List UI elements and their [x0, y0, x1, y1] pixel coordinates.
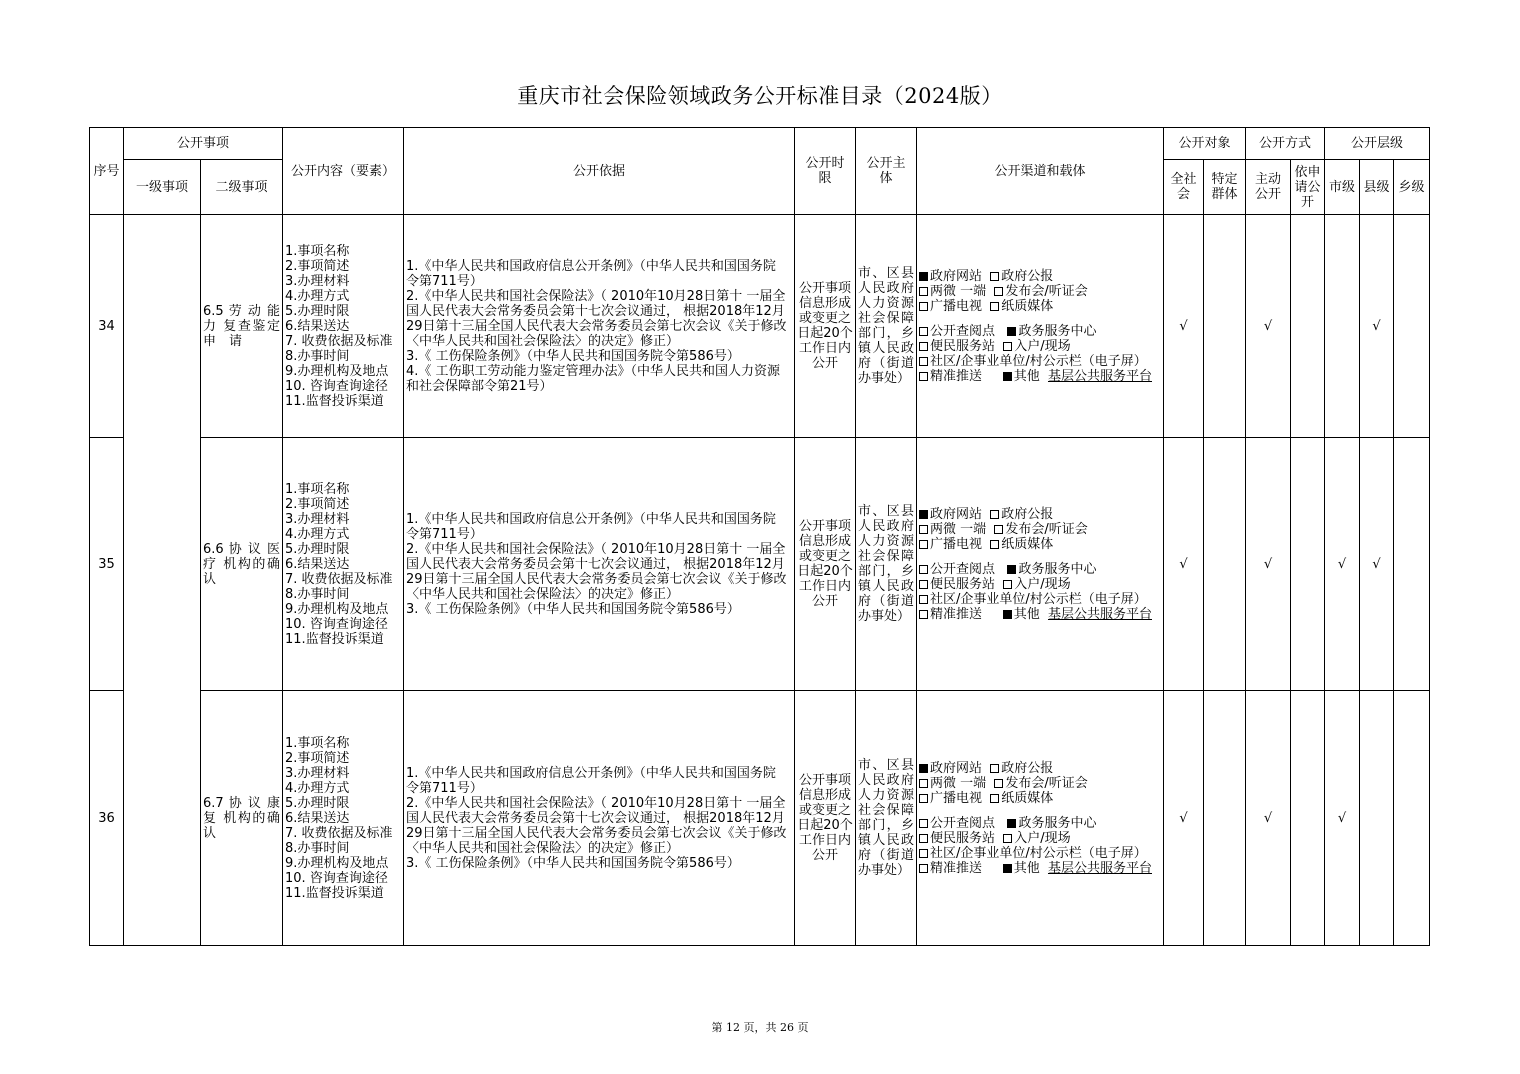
list-item: 3.《 工伤保险条例》（中华人民共和国国务院令第586号）: [406, 601, 740, 617]
row-content: [283, 691, 404, 946]
header-deadline: 公开时限: [795, 128, 856, 215]
checkbox-empty-icon: [919, 525, 928, 534]
list-item: 9.办理机构及地点 10. 咨询查询途径 11.监督投诉渠道: [285, 855, 405, 901]
row-subitem: 6.5 劳 动 能 力 复查鉴定申 请: [201, 215, 283, 438]
row-channels: 政府网站 政府公报 两微 一端 发布会/听证会 广播电视 纸质媒体 公开查阅点 政务服务中心 便民服务站 入户/现场 社区/企事业单位/村公示栏（电子屏） 精准推送 其他 基层公共服务平台: [917, 215, 1164, 438]
checkbox-checked-icon: [1007, 565, 1016, 574]
checkbox-empty-icon: [919, 849, 928, 858]
list-item: 1.事项名称: [285, 243, 350, 259]
list-item: 9.办理机构及地点 10. 咨询查询途径 11.监督投诉渠道: [285, 363, 405, 409]
list-item: 7. 收费依据及标准 8.办事时间: [285, 825, 393, 856]
row-content: [283, 215, 404, 438]
header-level-city: 市级: [1325, 160, 1360, 215]
list-item: 4.办理方式: [285, 780, 350, 796]
checkbox-empty-icon: [990, 540, 999, 549]
list-item: 7. 收费依据及标准 8.办事时间: [285, 333, 393, 364]
list-item: 9.办理机构及地点 10. 咨询查询途径 11.监督投诉渠道: [285, 601, 405, 647]
list-item: 1.《中华人民共和国政府信息公开条例》（中华人民共和国国务院 令第711号）: [406, 511, 776, 542]
page-title: 重庆市社会保险领域政务公开标准目录（2024版）: [517, 84, 1003, 108]
row-basis: [404, 215, 795, 438]
mark-level-county: √: [1360, 438, 1394, 691]
checkbox-empty-icon: [1003, 834, 1012, 843]
list-item: 3.办理材料: [285, 765, 350, 781]
row-subitem: 6.7 协 议 康 复 机构的确认: [201, 691, 283, 946]
header-subject: 公开主体: [856, 128, 917, 215]
list-item: 4.《 工伤职工劳动能力鉴定管理办法》（中华人民共和国人力资源 和社会保障部令第21号）: [406, 363, 781, 394]
checkbox-empty-icon: [919, 779, 928, 788]
mark-target-all: √: [1164, 691, 1204, 946]
list-item: 5.办理时限: [285, 541, 350, 557]
checkbox-empty-icon: [994, 287, 1003, 296]
header-method-active: 主动公开: [1246, 160, 1291, 215]
checkbox-empty-icon: [919, 302, 928, 311]
list-item: 1.事项名称: [285, 735, 350, 751]
checkbox-empty-icon: [990, 302, 999, 311]
page-footer: 第 12 页，共 26 页: [711, 1021, 809, 1034]
mark-level-city: √: [1325, 438, 1360, 691]
header-basis: 公开依据: [404, 128, 795, 215]
header-level: 公开层级: [1325, 128, 1430, 160]
checkbox-checked-icon: [1007, 819, 1016, 828]
mark-method-active: √: [1246, 691, 1291, 946]
header-target: 公开对象: [1164, 128, 1246, 160]
row-channels: 政府网站 政府公报 两微 一端 发布会/听证会 广播电视 纸质媒体 公开查阅点 政务服务中心 便民服务站 入户/现场 社区/企事业单位/村公示栏（电子屏） 精准推送 其他 基层公共服务平台: [917, 438, 1164, 691]
checkbox-checked-icon: [919, 510, 928, 519]
checkbox-checked-icon: [919, 272, 928, 281]
row-deadline: 公开事项信息形成或变更之日起20个工作日内公开: [795, 438, 856, 691]
mark-level-town: [1394, 438, 1430, 691]
checkbox-empty-icon: [1003, 342, 1012, 351]
header-target-all: 全社会: [1164, 160, 1204, 215]
list-item: 6.结果送达: [285, 318, 350, 334]
mark-target-specific: [1204, 438, 1246, 691]
checkbox-empty-icon: [919, 864, 928, 873]
mark-level-city: [1325, 215, 1360, 438]
row-content: [283, 438, 404, 691]
list-item: 4.办理方式: [285, 526, 350, 542]
list-item: 3.办理材料: [285, 511, 350, 527]
mark-method-apply: [1291, 691, 1325, 946]
list-item: 1.事项名称: [285, 481, 350, 497]
checkbox-empty-icon: [919, 794, 928, 803]
checkbox-empty-icon: [994, 779, 1003, 788]
checkbox-empty-icon: [919, 580, 928, 589]
mark-level-county: √: [1360, 215, 1394, 438]
list-item: 2.《中华人民共和国社会保险法》（ 2010年10月28日第十 一届全国人民代表大会常务委员会第十七次会议通过， 根据2018年12月29日第十三届全国人民代表大会常务委员会第七次会议《关于修改〈中华人民共和国社会保险法〉的决定》修正）: [406, 795, 787, 856]
table-row-34: [90, 215, 1430, 438]
list-item: 2.事项简述: [285, 496, 350, 512]
checkbox-empty-icon: [919, 540, 928, 549]
mark-level-town: [1394, 691, 1430, 946]
list-item: 2.事项简述: [285, 258, 350, 274]
header-method: 公开方式: [1246, 128, 1325, 160]
mark-level-city: √: [1325, 691, 1360, 946]
mark-method-active: √: [1246, 438, 1291, 691]
row-deadline: 公开事项信息形成或变更之日起20个工作日内公开: [795, 691, 856, 946]
header-level2: 二级事项: [201, 160, 283, 215]
checkbox-empty-icon: [919, 834, 928, 843]
row-level1-item: [124, 215, 201, 946]
list-item: 5.办理时限: [285, 795, 350, 811]
mark-level-town: [1394, 215, 1430, 438]
mark-level-county: [1360, 691, 1394, 946]
header-target-specific: 特定群体: [1204, 160, 1246, 215]
list-item: 2.事项简述: [285, 750, 350, 766]
checkbox-empty-icon: [919, 565, 928, 574]
mark-method-apply: [1291, 438, 1325, 691]
checkbox-empty-icon: [919, 357, 928, 366]
row-channels: 政府网站 政府公报 两微 一端 发布会/听证会 广播电视 纸质媒体 公开查阅点 政务服务中心 便民服务站 入户/现场 社区/企事业单位/村公示栏（电子屏） 精准推送 其他 基层公共服务平台: [917, 691, 1164, 946]
checkbox-empty-icon: [994, 525, 1003, 534]
checkbox-empty-icon: [919, 287, 928, 296]
checkbox-checked-icon: [1003, 864, 1012, 873]
list-item: 6.结果送达: [285, 556, 350, 572]
checkbox-checked-icon: [1003, 610, 1012, 619]
header-level-county: 县级: [1360, 160, 1394, 215]
list-item: 3.《 工伤保险条例》（中华人民共和国国务院令第586号）: [406, 855, 740, 871]
checkbox-empty-icon: [990, 764, 999, 773]
checkbox-checked-icon: [1007, 327, 1016, 336]
header-method-apply: 依申请公开: [1291, 160, 1325, 215]
row-seq: 35: [90, 438, 124, 691]
header-seq: 序号: [90, 128, 124, 215]
list-item: 2.《中华人民共和国社会保险法》（ 2010年10月28日第十 一届全国人民代表大会常务委员会第十七次会议通过， 根据2018年12月29日第十三届全国人民代表大会常务委员会第七次会议《关于修改〈中华人民共和国社会保险法〉的决定》修正）: [406, 541, 787, 602]
header-level1: 一级事项: [124, 160, 201, 215]
checkbox-empty-icon: [919, 372, 928, 381]
row-basis: [404, 691, 795, 946]
row-subject: 市、区县人民政府人力资源社会保障部门，乡镇人民政府（街道办事处）: [856, 215, 917, 438]
table-row-36: [90, 691, 1430, 946]
row-seq: 34: [90, 215, 124, 438]
mark-method-apply: [1291, 215, 1325, 438]
list-item: 5.办理时限: [285, 303, 350, 319]
checkbox-checked-icon: [1003, 372, 1012, 381]
row-deadline: 公开事项信息形成或变更之日起20个工作日内公开: [795, 215, 856, 438]
header-channel: 公开渠道和载体: [917, 128, 1164, 215]
row-subject: 市、区县人民政府人力资源社会保障部门，乡镇人民政府（街道办事处）: [856, 438, 917, 691]
list-item: 3.《 工伤保险条例》（中华人民共和国国务院令第586号）: [406, 348, 740, 364]
header-content: 公开内容（要素）: [283, 128, 404, 215]
mark-target-all: √: [1164, 438, 1204, 691]
checkbox-empty-icon: [919, 327, 928, 336]
catalog-table: [89, 127, 1430, 946]
mark-target-all: √: [1164, 215, 1204, 438]
checkbox-empty-icon: [1003, 580, 1012, 589]
table-row-35: [90, 438, 1430, 691]
list-item: 4.办理方式: [285, 288, 350, 304]
checkbox-empty-icon: [919, 595, 928, 604]
row-seq: 36: [90, 691, 124, 946]
row-subject: 市、区县人民政府人力资源社会保障部门，乡镇人民政府（街道办事处）: [856, 691, 917, 946]
checkbox-empty-icon: [919, 819, 928, 828]
list-item: 1.《中华人民共和国政府信息公开条例》（中华人民共和国国务院 令第711号）: [406, 258, 776, 289]
list-item: 2.《中华人民共和国社会保险法》（ 2010年10月28日第十 一届全国人民代表大会常务委员会第十七次会议通过， 根据2018年12月29日第十三届全国人民代表大会常务委员会第七次会议《关于修改〈中华人民共和国社会保险法〉的决定》修正）: [406, 288, 787, 349]
mark-target-specific: [1204, 691, 1246, 946]
checkbox-empty-icon: [990, 510, 999, 519]
mark-method-active: √: [1246, 215, 1291, 438]
mark-target-specific: [1204, 215, 1246, 438]
header-level-town: 乡级: [1394, 160, 1430, 215]
list-item: 7. 收费依据及标准 8.办事时间: [285, 571, 393, 602]
checkbox-empty-icon: [919, 610, 928, 619]
list-item: 6.结果送达: [285, 810, 350, 826]
row-subitem: 6.6 协 议 医 疗 机构的确认: [201, 438, 283, 691]
list-item: 1.《中华人民共和国政府信息公开条例》（中华人民共和国国务院 令第711号）: [406, 765, 776, 796]
checkbox-empty-icon: [919, 342, 928, 351]
list-item: 3.办理材料: [285, 273, 350, 289]
checkbox-checked-icon: [919, 764, 928, 773]
row-basis: [404, 438, 795, 691]
header-item: 公开事项: [124, 128, 283, 160]
checkbox-empty-icon: [990, 272, 999, 281]
checkbox-empty-icon: [990, 794, 999, 803]
